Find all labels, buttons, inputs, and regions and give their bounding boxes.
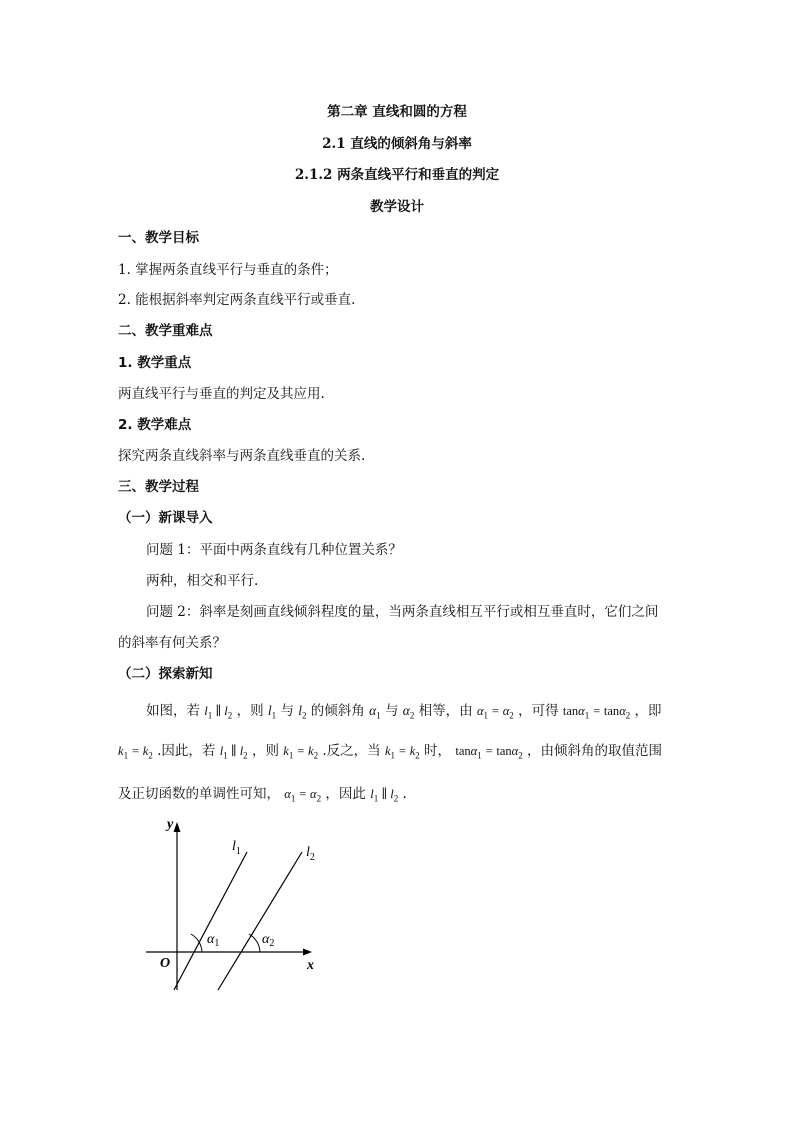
explore-paragraph-line-1 xyxy=(146,702,662,725)
text-run: . xyxy=(402,786,407,802)
angle-arc-alpha1 xyxy=(191,934,202,952)
formula-alpha1: $\alpha_1$ xyxy=(369,703,381,721)
text-run: ，则 xyxy=(236,703,264,719)
text-run: 相等，由 xyxy=(418,703,473,719)
answer-1: 两种，相交和平行. xyxy=(146,573,259,589)
formula-l1-parallel-l2: $l_1$ ∥ $l_2$ xyxy=(370,787,399,804)
goal-item-1: 1. 掌握两条直线平行与垂直的条件； xyxy=(118,262,338,278)
formula-k1-eq-k2: $k_1 = k_2$ xyxy=(283,744,319,761)
focus-text: 两直线平行与垂直的判定及其应用. xyxy=(118,386,325,402)
formula-l1-parallel-l2: $l_1$ ∥ $l_2$ xyxy=(219,744,248,761)
text-run: 如图，若 xyxy=(146,703,200,719)
line-l1-label-main: l xyxy=(232,839,236,854)
explore-heading: （二）探索新知 xyxy=(118,666,213,682)
angle-alpha2-sub: 2 xyxy=(269,938,275,949)
goals-heading: 一、教学目标 xyxy=(118,230,199,246)
focus-heading: 1. 教学重点 xyxy=(118,355,192,371)
formula-k1-eq-k2: $k_1 = k_2$ xyxy=(384,744,420,761)
formula-l2: $l_2$ xyxy=(298,703,307,721)
text-run: ，由倾斜角的取值范围 xyxy=(527,743,663,759)
line-l2-label xyxy=(306,845,315,863)
formula-tan-eq: tanα$_1$ = tanα$_2$ xyxy=(562,704,631,721)
formula-k1-eq-k2: $k_1 = k_2$ xyxy=(118,744,153,761)
formula-l1: $l_1$ xyxy=(267,703,277,721)
question-2-line-2: 的斜率有何关系？ xyxy=(118,635,226,651)
line-l1 xyxy=(174,852,247,990)
angle-alpha2-main: α xyxy=(262,932,270,947)
line-l1-label xyxy=(232,839,241,857)
formula-alpha2: $\alpha_2$ xyxy=(402,703,415,721)
difficulty-text: 探究两条直线斜率与两条直线垂直的关系. xyxy=(118,448,366,464)
formula-tan-eq: tanα$_1$ = tanα$_2$ xyxy=(455,744,523,761)
formula-l1-parallel-l2: $l_1$ ∥ $l_2$ xyxy=(204,704,233,721)
explore-paragraph-line-3 xyxy=(118,785,407,808)
text-run: ，可得 xyxy=(518,703,559,719)
section-title: 2.1 直线的倾斜角与斜率 xyxy=(322,136,472,152)
question-1: 问题 1：平面中两条直线有几种位置关系？ xyxy=(146,542,402,558)
x-axis-arrow xyxy=(303,949,312,956)
y-axis-arrow xyxy=(174,822,181,832)
difficulty-heading: 2. 教学难点 xyxy=(118,417,192,433)
intro-heading: （一）新课导入 xyxy=(118,510,213,526)
formula-alpha1-eq-alpha2: $\alpha_1 = \alpha_2$ xyxy=(284,787,322,804)
text-run: 及正切函数的单调性可知， xyxy=(118,786,280,802)
goal-item-2: 2. 能根据斜率判定两条直线平行或垂直. xyxy=(118,292,356,308)
text-run: .因此，若 xyxy=(157,743,216,759)
chapter-title: 第二章 直线和圆的方程 xyxy=(327,104,467,120)
line-l1-label-sub: 1 xyxy=(235,846,241,857)
angle-alpha2-label xyxy=(262,932,274,949)
text-run: .反之，当 xyxy=(322,743,381,759)
x-axis-label: x xyxy=(307,958,314,973)
text-run: 与 xyxy=(384,703,399,719)
explore-paragraph-line-2 xyxy=(118,742,662,765)
parallel-lines-figure xyxy=(140,812,340,1002)
text-run: 的倾斜角 xyxy=(310,703,365,719)
y-axis-label: y xyxy=(167,817,174,832)
line-l2 xyxy=(218,852,302,990)
text-run: 时， xyxy=(424,743,452,759)
subsection-title: 2.1.2 两条直线平行和垂直的判定 xyxy=(294,167,500,183)
text-run: ，因此 xyxy=(325,786,366,802)
keypoints-heading: 二、教学重难点 xyxy=(118,323,213,339)
text-run: 与 xyxy=(280,703,294,719)
question-2-line-1: 问题 2：斜率是刻画直线倾斜程度的量，当两条直线相互平行或相互垂直时，它们之间 xyxy=(146,604,659,620)
process-heading: 三、教学过程 xyxy=(118,479,199,495)
angle-alpha1-sub: 1 xyxy=(214,938,220,949)
text-run: ，即 xyxy=(634,703,662,719)
line-l2-label-main: l xyxy=(306,845,310,860)
text-run: ，则 xyxy=(251,743,279,759)
angle-alpha1-main: α xyxy=(207,932,215,947)
formula-alpha1-eq-alpha2: $\alpha_1 = \alpha_2$ xyxy=(476,704,514,721)
doc-type-title: 教学设计 xyxy=(370,199,424,215)
line-l2-label-sub: 2 xyxy=(309,852,315,863)
angle-alpha1-label xyxy=(207,932,219,949)
origin-label: O xyxy=(160,956,171,971)
